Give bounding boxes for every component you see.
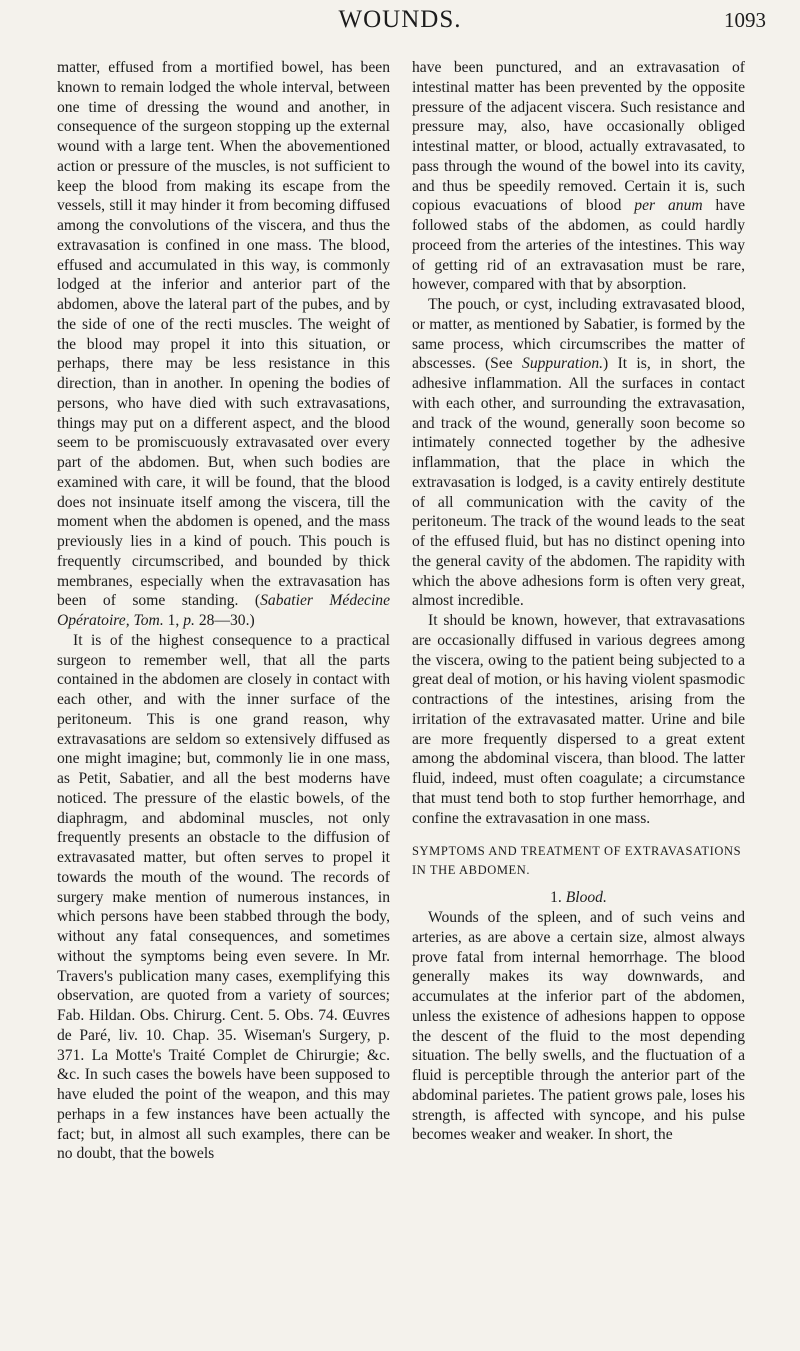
- citation-title: Sabatier Médecine Opératoire, Tom.: [57, 592, 391, 629]
- paragraph-text: matter, effused from a mortified bowel, has been known to remain lodged the whole interval, between one time of dressing the wound and another, in consequence of the surgeon stopping up the external wound with a large tent. When the abovementioned action or pressure of the muscles, is not sufficient to keep the blood from making its escape from the vessels, still it may hinder it from becoming diffused among the convolutions of the viscera, and thus the extravasation is confined in one mass. The blood, effused and accumulated in this way, is commonly lodged at the inferior and anterior part of the abdomen, above the lateral part of the pubes, and by the side of one of the recti muscles. The weight of the blood may propel it into this situation, or perhaps, there may be less resistance in this direction, than in another. In opening the bodies of persons, who have died with such extravasations, things may put on a different aspect, and the blood seem to be promiscuously extravasated over every part of the abdomen. But, when such bodies are examined with care, it will be found, that the blood does not insinuate itself among the viscera, till the moment when the abdomen is opened, and the mass previously lies in a kind of pouch. This pouch is frequently circumscribed, and bounded by thick membranes, especially when the extravasation has been of some standing.: [57, 59, 390, 610]
- right-paragraph-3: It should be known, however, that extravasations are occasionally diffused in various degrees among the viscera, owing to the patient being subjected to a great deal of motion, or his having violent spasmodic contractions of the intestines, arising from the irritation of the extravasated matter. Urine and bile are more frequently dispersed to a great extent among the abdominal viscera, than blood. The latter fluid, indeed, must often coagulate; a circumstance that must tend both to stop further hemorrhage, and confine the extravasation in one mass.: [412, 612, 745, 827]
- right-paragraph-2: [412, 295, 745, 611]
- citation-page-abbrev: p.: [183, 612, 195, 629]
- citation-pages: 28—30.): [194, 612, 255, 629]
- cross-reference: Suppuration.: [522, 355, 604, 373]
- left-column: [57, 58, 390, 1164]
- right-paragraph-1: [412, 58, 745, 295]
- citation-open: (: [238, 592, 261, 610]
- page-number: 1093: [724, 8, 766, 32]
- latin-phrase: per anum: [634, 197, 703, 215]
- paragraph-text: have been punctured, and an extravasation of intestinal matter has been prevented by the opposite pressure of the adjacent viscera. Such resistance and pressure may, also, have occasionally obliged intestinal matter, or blood, actually extravasated, to pass through the wound of the bowel into its cavity, and thus be speedily removed. Certain it is, such copious evacuations of blood: [412, 59, 745, 215]
- subsection-heading: [412, 888, 745, 908]
- subsection-title: Blood.: [565, 889, 607, 907]
- paragraph-text-continued: ) It is, in short, the adhesive inflammation. All the surfaces in contact with each other, and surrounding the extravasation, and track of the wound, generally soon become so intimately connected together by the adhesive inflammation, that the place in which the extravasation is lodged, is a cavity entirely destitute of all communication with the cavity of the peritoneum. The track of the wound leads to the seat of the effused fluid, but has no distinct opening into the general cavity of the abdomen. The rapidity with which the above adhesions form is often very great, almost incredible.: [412, 355, 745, 610]
- paragraph-text: The pouch, or cyst, including extravasated blood, or matter, as mentioned by Sabatier, is formed by the same process, which circumscribes the matter of abscesses. (See: [412, 296, 745, 373]
- right-paragraph-4: Wounds of the spleen, and of such veins and arteries, as are above a certain size, almost always prove fatal from internal hemorrhage. The blood generally makes its way downwards, and accumulates at the inferior part of the abdomen, unless the existence of adhesions happen to oppose the descent of the fluid to the most depending situation. The belly swells, and the fluctuation of a fluid is perceptible through the anterior part of the abdominal parietes. The patient grows pale, loses his strength, is affected with syncope, and his pulse becomes weaker and weaker. In short, the: [412, 909, 745, 1144]
- section-heading: SYMPTOMS AND TREATMENT OF EXTRAVASATIONS IN THE ABDOMEN.: [412, 844, 742, 878]
- left-paragraph-2: It is of the highest consequence to a practical surgeon to remember well, that all the parts contained in the abdomen are closely in contact with each other, and with the inner surface of the peritoneum. This is one grand reason, why extravasations are seldom so extensively diffused as one might imagine; but, commonly lie in one mass, as Petit, Sabatier, and all the best moderns have noticed. The pressure of the elastic bowels, of the diaphragm, and abdominal muscles, not only frequently presents an obstacle to the diffusion of extravasated matter, but often serves to propel it towards the mouth of the wound. The records of surgery make mention of numerous instances, in which persons have been stabbed through the body, without any fatal consequences, and sometimes without the symptoms being even severe. In Mr. Travers's publication many cases, exemplifying this observation, are quoted from a variety of sources; Fab. Hildan. Obs. Chirurg. Cent. 5. Obs. 74. Œuvres de Paré, liv. 10. Chap. 35. Wiseman's Surgery, p. 371. La Motte's Traité Complet de Chirurgie; &c. &c. In such cases the bowels have been supposed to have eluded the point of the weapon, and this may perhaps in a few instances have been actually the fact; but, in almost all such examples, there can be no doubt, that the bowels: [57, 631, 390, 1163]
- right-column: [412, 58, 745, 1145]
- running-title: WOUNDS.: [338, 6, 462, 33]
- left-paragraph-1: [57, 58, 390, 631]
- paragraph-text-continued: have followed stabs of the abdomen, as could hardly proceed from the arteries of the intestines. This way of getting rid of an extravasation must be rare, however, compared with that by absorption.: [412, 197, 745, 294]
- subsection-number: 1.: [550, 889, 562, 907]
- citation-volume: 1,: [163, 612, 184, 629]
